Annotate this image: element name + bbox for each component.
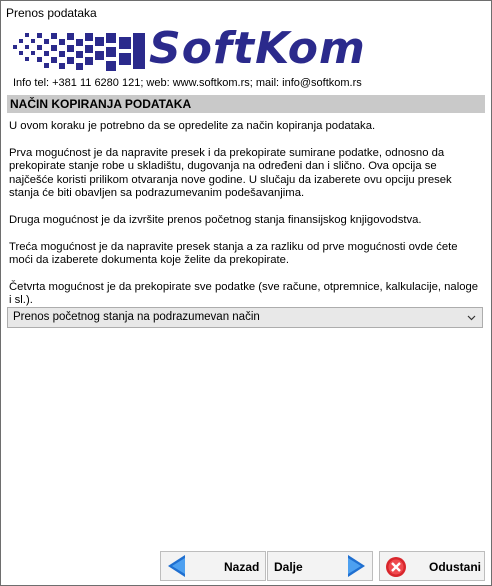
copy-mode-select[interactable]: [7, 307, 483, 328]
paragraph-2: Prva mogućnost je da napravite presek i da prekopirate sumirane podatke, odnosno da prekopirate stanje robe u skladištu, dugovanja na određeni dan i slično. Ova opcija se najčešće koristi prilikom otvaranja nove godine. U slučaju da izaberete ovu opciju presek stanja će biti obavljen sa podrazumevanim podešavanjima.: [9, 146, 452, 200]
logo: [11, 23, 481, 74]
arrow-left-icon: [165, 554, 189, 578]
contact-info: Info tel: +381 11 6280 121; web: www.softkom.rs; mail: info@softkom.rs: [13, 77, 362, 89]
arrow-right-icon: [344, 554, 368, 578]
description-text: [9, 120, 483, 321]
section-header: [7, 95, 485, 113]
logo-text: SoftKom: [149, 23, 366, 74]
next-label: Dalje: [274, 560, 303, 574]
back-button[interactable]: [160, 551, 266, 581]
paragraph-3: Druga mogućnost je da izvršite prenos početnog stanja finansijskog knjigovodstva.: [9, 213, 422, 226]
copy-mode-value: Prenos početnog stanja na podrazumevan način: [13, 311, 260, 323]
cancel-icon: [385, 556, 407, 578]
paragraph-4: Treća mogućnost je da napravite presek stanja a za razliku od prve mogućnosti ovde ćete moći da izaberete dokumenta koje želite da prekopirate.: [9, 240, 458, 267]
paragraph-1: U ovom koraku je potrebno da se opredelite za način kopiranja podataka.: [9, 120, 376, 132]
chevron-down-icon: [467, 313, 476, 322]
cancel-label: Odustani: [429, 560, 482, 574]
cancel-button[interactable]: [379, 551, 485, 581]
window-title: Prenos podataka: [6, 6, 97, 20]
logo-dots-icon: [11, 29, 146, 73]
next-button[interactable]: [267, 551, 373, 581]
paragraph-5: Četvrta mogućnost je da prekopirate sve podatke (sve račune, otpremnice, kalkulacije, naloge i sl.).: [9, 280, 479, 307]
section-title: NAČIN KOPIRANJA PODATAKA: [10, 97, 192, 111]
back-label: Nazad: [224, 560, 260, 574]
